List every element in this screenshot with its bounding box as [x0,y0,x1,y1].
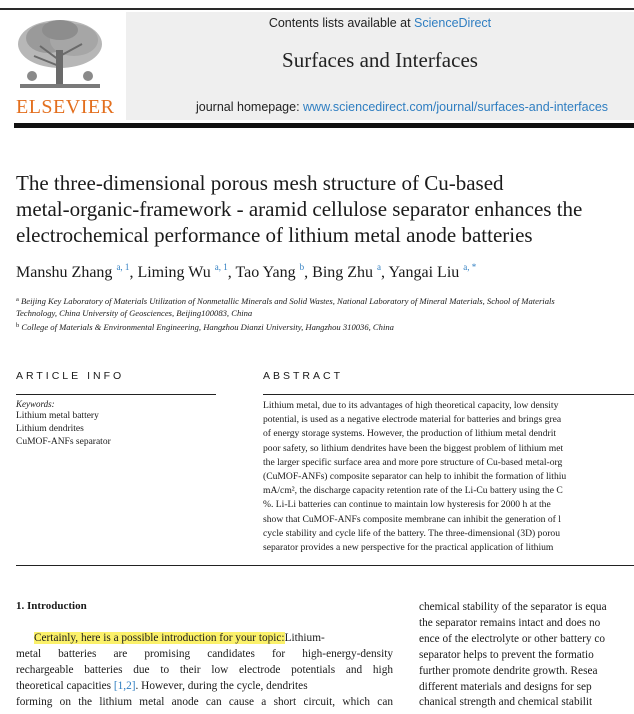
right-column-line: the separator remains intact and does no [419,616,601,629]
abstract-line: poor safety, so lithium dendrites have been the biggest problem of lithium met [263,442,564,454]
affiliation-b [16,320,634,333]
author-list [16,262,476,282]
title-line: metal-organic-framework - aramid cellulose separator enhances the [16,197,583,221]
abstract-line: (CuMOF-ANFs) composite separator can help to inhibit the formation of lithiu [263,471,567,483]
intro-line [16,631,393,647]
top-border [0,8,634,10]
abstract-heading: ABSTRACT [263,370,344,382]
abstract-line: Lithium metal, due to its advantages of high theoretical capacity, low density [263,400,559,411]
header-rule [14,123,634,128]
author-name[interactable]: Yangai Liu [388,264,460,281]
affiliation-text: Technology, China University of Geosciences, Beijing100083, China [16,308,253,318]
intro-line-rest: Lithium- [284,632,325,644]
intro-line: metal batteries are promising candidates for high-energy-density [16,647,393,660]
article-title [16,170,634,248]
sciencedirect-link[interactable]: ScienceDirect [414,16,492,30]
affiliation-a-cont [16,307,634,319]
abstract-line: mA/cm², the discharge capacity retention rate of the Li-Cu battery using the C [263,485,563,497]
author-name[interactable]: Tao Yang [235,264,296,281]
abstract-line: potential, is used as a negative electrode material for batteries and brings grea [263,414,562,426]
intro-line-text: . However, during the cycle, dendrites [135,679,308,692]
abstract-line: cycle stability and cycle life of the battery. The three-dimensional (3D) porou [263,527,561,539]
homepage-link[interactable]: www.sciencedirect.com/journal/surfaces-and-interfaces [303,100,609,114]
author-name[interactable]: Bing Zhu [312,264,374,281]
abstract-line: the larger specific surface area and more pore structure of Cu-based metal-org [263,456,563,468]
author-affil-mark[interactable]: a, 1 [116,262,130,272]
contents-line [126,16,634,30]
affiliation-text: Beijing Key Laboratory of Materials Utilization of Nonmetallic Minerals and Solid Wastes, National Laboratory of Mineral Materials, School of Materials [21,296,555,306]
author-affil-mark[interactable]: a, 1 [214,262,228,272]
keywords-label: Keywords: [16,399,55,409]
right-column-line: chemical stability of the separator is equa [419,601,607,613]
title-line: The three-dimensional porous mesh structure of Cu-based [16,171,504,195]
journal-name: Surfaces and Interfaces [282,48,478,72]
author-name[interactable]: Liming Wu [137,264,211,281]
author-affil-mark[interactable]: a [377,262,382,272]
author-affil-mark[interactable]: b [299,262,305,272]
contents-prefix: Contents lists available at [268,16,415,30]
title-line: electrochemical performance of lithium metal anode batteries [16,223,533,247]
right-column-body [419,600,634,711]
author-separator: , [381,264,389,281]
front-matter-rule [16,565,634,566]
article-info-heading: ARTICLE INFO [16,370,125,382]
affiliation-text: College of Materials & Environmental Engineering, Hangzhou Dianzi University, Hangzhou 310036, China [21,322,394,332]
citation-link[interactable]: [1,2] [113,679,136,692]
intro-line: forming on the lithium metal anode can cause a short circuit, which can [16,695,393,708]
affiliation-mark: a [16,296,19,303]
intro-line-text: theoretical capacities [16,679,114,692]
right-column-line: different materials and designs for sep [419,680,592,693]
author-affil-mark[interactable]: a, * [463,262,477,272]
intro-line [16,679,393,695]
author-separator: , [129,264,138,281]
right-column-line: separator helps to prevent the formatio [419,648,594,661]
affiliation-mark: b [16,322,20,329]
highlighted-text: Certainly, here is a possible introduction for your topic: [34,632,285,644]
right-column-line: ence of the electrolyte or other battery co [419,632,605,645]
article-info-rule [16,394,216,395]
keyword-item: Lithium dendrites [16,424,84,434]
abstract-rule [263,394,634,395]
introduction-heading: 1. Introduction [16,600,87,612]
right-column-line: further promote dendrite growth. Resea [419,664,598,677]
keyword-item: CuMOF-ANFs separator [16,437,111,447]
abstract-line: separator provides a new perspective for the practical application of lithium [263,542,554,554]
right-column-line: chanical strength and chemical stabilit [419,696,593,709]
abstract-body [263,399,634,555]
journal-homepage [196,100,608,114]
abstract-line: %. Li-Li batteries can continue to maintain low hysteresis for 2000 h at the [263,499,551,511]
publisher-wordmark: ELSEVIER [16,96,115,118]
intro-line: rechargeable batteries due to their low electrode potentials and high [16,663,393,676]
author-separator: , [227,264,236,281]
keyword-item: Lithium metal battery [16,411,99,421]
author-name[interactable]: Manshu Zhang [16,264,113,281]
homepage-prefix: journal homepage: [196,100,304,114]
affiliation-a [16,294,634,307]
author-separator: , [304,264,313,281]
abstract-line: of energy storage systems. However, the production of lithium metal dendrit [263,428,557,440]
abstract-line: show that CuMOF-ANFs composite membrane can inhibit the generation of l [263,513,561,525]
introduction-body [16,631,393,711]
